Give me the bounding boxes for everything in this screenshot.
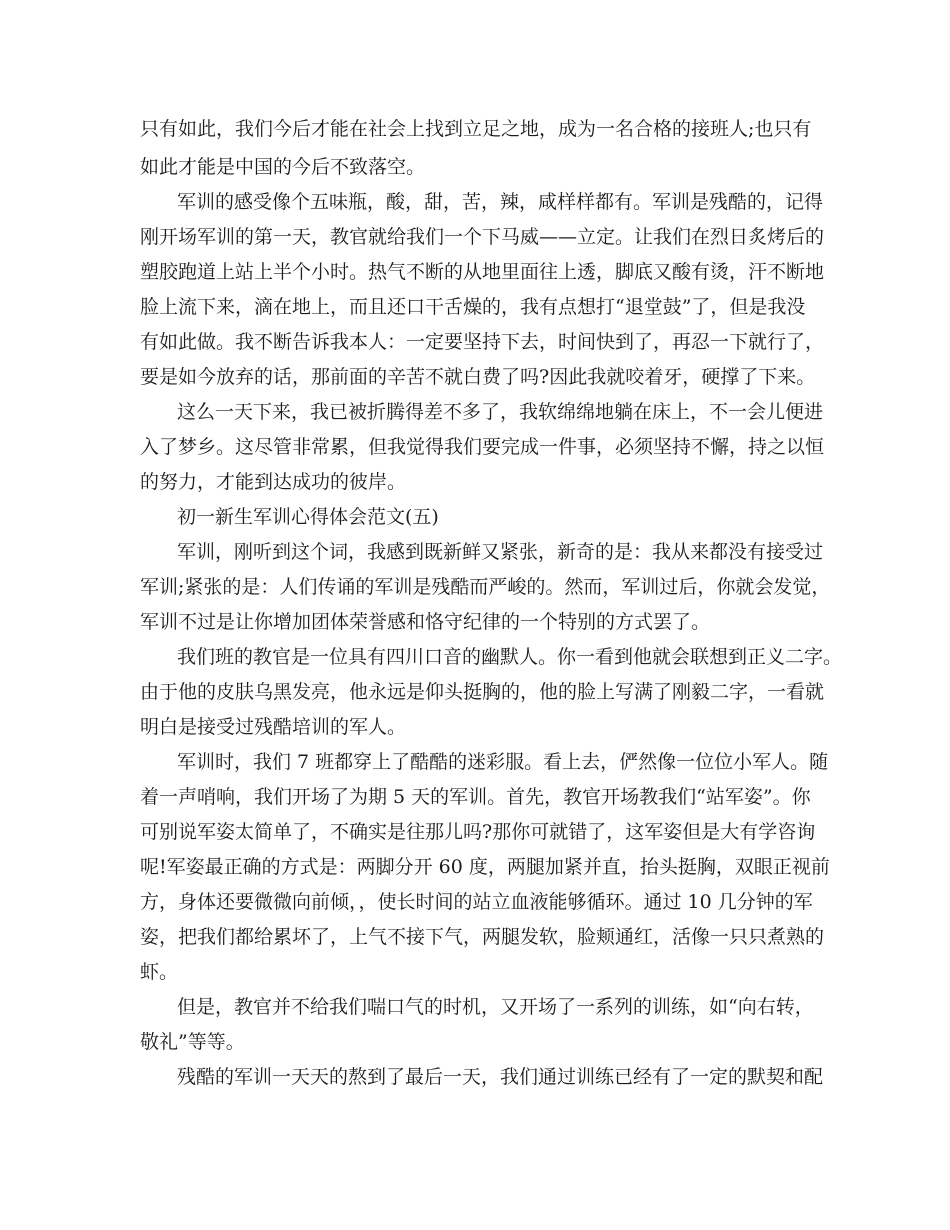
text-line: 残酷的军训一天天的熬到了最后一天，我们通过训练已经有了一定的默契和配 [177,1066,824,1088]
text-line: 可别说军姿太简单了，不确实是往那儿吗?那你可就错了，这军姿但是大有学咨询 [140,821,816,843]
text-line: 只有如此，我们今后才能在社会上找到立足之地，成为一名合格的接班人;也只有 [140,118,812,140]
text-line: 由于他的皮肤乌黑发亮，他永远是仰头挺胸的，他的脸上写满了刚毅二字，一看就 [140,681,825,703]
text-line: 军训时，我们 7 班都穿上了酷酷的迷彩服。看上去，俨然像一位位小军人。随 [177,751,829,773]
text-line: 脸上流下来，滴在地上，而且还口干舌燥的，我有点想打“退堂鼓”了，但是我没 [140,296,806,318]
text-line: 姿，把我们都给累坏了，上气不接下气，两腿发软，脸颊通红，活像一只只煮熟的 [140,926,825,948]
text-line: 但是，教官并不给我们喘口气的时机，又开场了一系列的训练，如“向右转， [177,996,814,1018]
text-line: 军训不过是让你增加团体荣誉感和恪守纪律的一个特别的方式罢了。 [140,611,711,633]
text-line: 塑胶跑道上站上半个小时。热气不断的从地里面往上透，脚底又酸有烫，汗不断地 [140,261,825,283]
text-line: 军训;紧张的是：人们传诵的军训是残酷而严峻的。然而，军训过后，你就会发觉， [140,576,831,598]
text-line: 刚开场军训的第一天，教官就给我们一个下马威——立定。让我们在烈日炙烤后的 [140,226,825,248]
text-line: 军训，刚听到这个词，我感到既新鲜又紧张，新奇的是：我从来都没有接受过 [177,541,824,563]
text-line: 方，身体还要微微向前倾，，使长时间的站立血液能够循环。通过 10 几分钟的军 [140,891,813,913]
text-line: 入了梦乡。这尽管非常累，但我觉得我们要完成一件事，必须坚持不懈，持之以恒 [140,436,825,458]
text-line: 要是如今放弃的话，那前面的辛苦不就白费了吗?因此我就咬着牙，硬撑了下来。 [140,366,816,388]
text-line: 敬礼”等等。 [140,1031,245,1053]
text-line: 呢!军姿最正确的方式是：两脚分开 60 度，两腿加紧并直，抬头挺胸，双眼正视前 [140,856,830,878]
text-line: 的努力，才能到达成功的彼岸。 [140,471,407,493]
text-line: 着一声哨响，我们开场了为期 5 天的军训。首先，教官开场教我们“站军姿”。你 [140,786,811,808]
text-line: 军训的感受像个五味瓶，酸，甜，苦，辣，咸样样都有。军训是残酷的，记得 [177,191,824,213]
text-line: 如此才能是中国的今后不致落空。 [140,156,426,178]
text-line: 我们班的教官是一位具有四川口音的幽默人。你一看到他就会联想到正义二字。 [177,646,843,668]
section-heading: 初一新生军训心得体会范文(五) [177,506,439,528]
text-line: 这么一天下来，我已被折腾得差不多了，我软绵绵地躺在床上，不一会儿便进 [177,401,824,423]
text-line: 明白是接受过残酷培训的军人。 [140,716,407,738]
text-line: 有如此做。我不断告诉我本人：一定要坚持下去，时间快到了，再忍一下就行了， [140,331,825,353]
text-line: 虾。 [140,961,179,983]
